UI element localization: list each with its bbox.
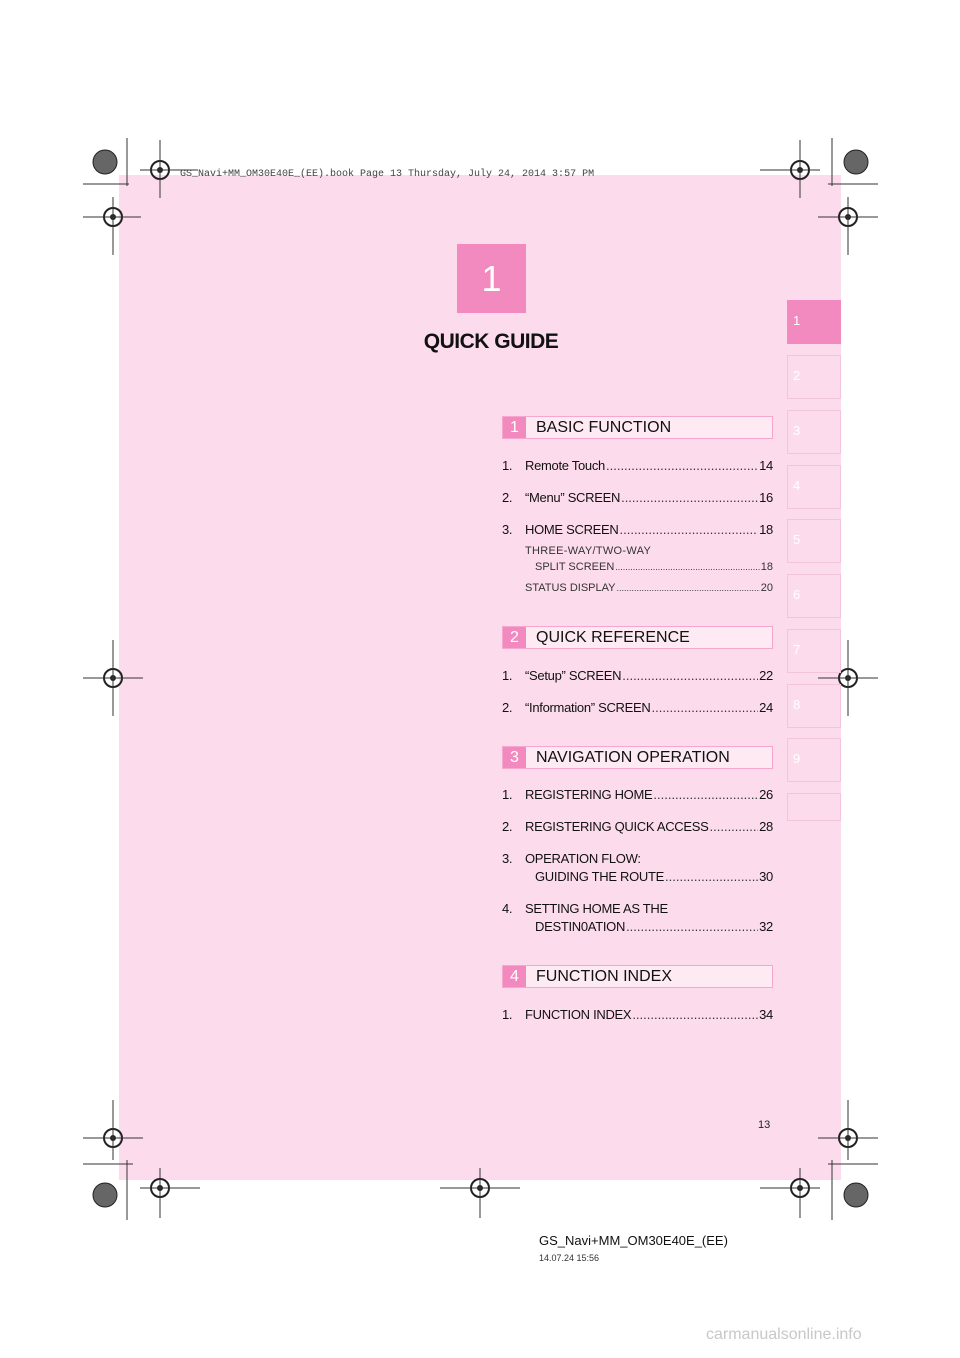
crosshair-icon bbox=[440, 1168, 520, 1218]
toc-subentry-label: STATUS DISPLAY bbox=[525, 582, 616, 594]
leader-dots bbox=[616, 583, 759, 593]
toc-entry-page: 22 bbox=[759, 668, 773, 683]
chapter-title: QUICK GUIDE bbox=[423, 330, 559, 353]
toc-entry-number: 2. bbox=[502, 700, 513, 715]
toc-entry[interactable] bbox=[502, 490, 773, 505]
registration-mark-icon bbox=[83, 138, 131, 186]
side-tab-5[interactable]: 5 bbox=[787, 519, 841, 563]
leader-dots bbox=[620, 522, 759, 537]
crosshair-icon bbox=[818, 197, 878, 257]
toc-entry-page: 24 bbox=[759, 700, 773, 715]
section-header bbox=[502, 965, 773, 988]
toc-entry-number: 3. bbox=[502, 851, 513, 866]
toc-entry-page: 18 bbox=[759, 522, 773, 537]
toc-entry-number: 1. bbox=[502, 787, 513, 802]
leader-dots bbox=[632, 1007, 758, 1022]
section-number: 1 bbox=[503, 417, 526, 438]
section-header bbox=[502, 626, 773, 649]
leader-dots bbox=[626, 919, 758, 934]
toc-entry-label: FUNCTION INDEX bbox=[525, 1007, 632, 1022]
registration-mark-icon bbox=[828, 1160, 878, 1220]
registration-mark-icon bbox=[83, 1160, 133, 1220]
side-tab-1[interactable]: 1 bbox=[787, 300, 841, 344]
footer-document-name: GS_Navi+MM_OM30E40E_(EE) bbox=[539, 1233, 728, 1248]
toc-entry[interactable] bbox=[502, 458, 773, 473]
section-number: 3 bbox=[503, 747, 526, 768]
toc-entry-label: REGISTERING QUICK ACCESS bbox=[525, 819, 709, 834]
file-info-header: GS_Navi+MM_OM30E40E_(EE).book Page 13 Thursday, July 24, 2014 3:57 PM bbox=[180, 169, 595, 180]
section-title: QUICK REFERENCE bbox=[536, 629, 690, 646]
toc-subentry-line[interactable]: THREE-WAY/TWO-WAY bbox=[525, 545, 652, 557]
leader-dots bbox=[710, 819, 759, 834]
crosshair-icon bbox=[83, 640, 143, 716]
crosshair-icon bbox=[760, 1168, 820, 1218]
toc-entry-page: 26 bbox=[759, 787, 773, 802]
toc-entry[interactable] bbox=[502, 522, 773, 537]
toc-entry-page: 32 bbox=[759, 919, 773, 934]
toc-subentry[interactable] bbox=[525, 582, 773, 594]
leader-dots bbox=[621, 490, 758, 505]
toc-entry[interactable] bbox=[502, 700, 773, 715]
toc-subentry-label: SPLIT SCREEN bbox=[535, 561, 615, 573]
toc-entry-number: 3. bbox=[502, 522, 513, 537]
toc-entry-label: OPERATION FLOW: bbox=[525, 851, 641, 866]
section-number: 2 bbox=[503, 627, 526, 648]
side-tab-blank bbox=[787, 793, 841, 821]
toc-entry[interactable] bbox=[502, 1007, 773, 1022]
side-tab-3[interactable]: 3 bbox=[787, 410, 841, 454]
side-tab-4[interactable]: 4 bbox=[787, 465, 841, 509]
toc-entry-label: SETTING HOME AS THE bbox=[525, 901, 668, 916]
toc-subentry[interactable] bbox=[535, 561, 773, 573]
toc-entry-label: “Menu” SCREEN bbox=[525, 490, 621, 505]
toc-entry-number: 2. bbox=[502, 490, 513, 505]
toc-entry[interactable] bbox=[502, 851, 773, 866]
toc-entry-page: 30 bbox=[759, 869, 773, 884]
crosshair-icon bbox=[760, 140, 820, 200]
toc-entry-number: 2. bbox=[502, 819, 513, 834]
toc-entry-label: DESTIN0ATION bbox=[535, 919, 626, 934]
section-number: 4 bbox=[503, 966, 526, 987]
section-header bbox=[502, 416, 773, 439]
watermark: carmanualsonline.info bbox=[706, 1326, 862, 1343]
toc-entry-number: 1. bbox=[502, 458, 513, 473]
section-title: FUNCTION INDEX bbox=[536, 968, 672, 985]
side-tab-2[interactable]: 2 bbox=[787, 355, 841, 399]
leader-dots bbox=[653, 787, 758, 802]
leader-dots bbox=[622, 668, 758, 683]
toc-entry-number: 4. bbox=[502, 901, 513, 916]
toc-entry-page: 34 bbox=[759, 1007, 773, 1022]
section-title: BASIC FUNCTION bbox=[536, 419, 672, 436]
crosshair-icon bbox=[83, 197, 143, 257]
toc-entry-label: “Information” SCREEN bbox=[525, 700, 651, 715]
toc-entry-number: 1. bbox=[502, 1007, 513, 1022]
toc-entry-page: 28 bbox=[759, 819, 773, 834]
side-tab-8[interactable]: 8 bbox=[787, 684, 841, 728]
toc-subentry-page: 20 bbox=[760, 582, 773, 594]
toc-entry-number: 1. bbox=[502, 668, 513, 683]
page-number: 13 bbox=[758, 1119, 771, 1131]
crosshair-icon bbox=[818, 1100, 878, 1160]
leader-dots bbox=[606, 458, 758, 473]
registration-mark-icon bbox=[828, 138, 878, 188]
footer-date: 14.07.24 15:56 bbox=[539, 1253, 600, 1263]
crosshair-icon bbox=[140, 1168, 200, 1218]
toc-entry[interactable] bbox=[502, 819, 773, 834]
section-title: NAVIGATION OPERATION bbox=[536, 749, 730, 766]
toc-entry-label: REGISTERING HOME bbox=[525, 787, 653, 802]
side-tab-7[interactable]: 7 bbox=[787, 629, 841, 673]
toc-entry-continuation[interactable] bbox=[535, 919, 773, 934]
side-tab-9[interactable]: 9 bbox=[787, 738, 841, 782]
toc-entry-label: Remote Touch bbox=[525, 458, 605, 473]
toc-entry-label: GUIDING THE ROUTE bbox=[535, 869, 665, 884]
toc-entry[interactable] bbox=[502, 901, 773, 916]
leader-dots bbox=[615, 562, 759, 572]
leader-dots bbox=[665, 869, 758, 884]
leader-dots bbox=[651, 700, 758, 715]
toc-entry-label: HOME SCREEN bbox=[525, 522, 619, 537]
toc-entry-page: 14 bbox=[759, 458, 773, 473]
crosshair-icon bbox=[140, 140, 200, 200]
section-header bbox=[502, 746, 773, 769]
toc-subentry-page: 18 bbox=[760, 561, 773, 573]
chapter-number-box: 1 bbox=[457, 244, 526, 313]
toc-entry[interactable] bbox=[502, 668, 773, 683]
toc-entry-page: 16 bbox=[759, 490, 773, 505]
side-tab-6[interactable]: 6 bbox=[787, 574, 841, 618]
toc-entry[interactable] bbox=[502, 787, 773, 802]
toc-entry-continuation[interactable] bbox=[535, 869, 773, 884]
toc-entry-label: “Setup” SCREEN bbox=[525, 668, 622, 683]
crosshair-icon bbox=[83, 1100, 143, 1160]
